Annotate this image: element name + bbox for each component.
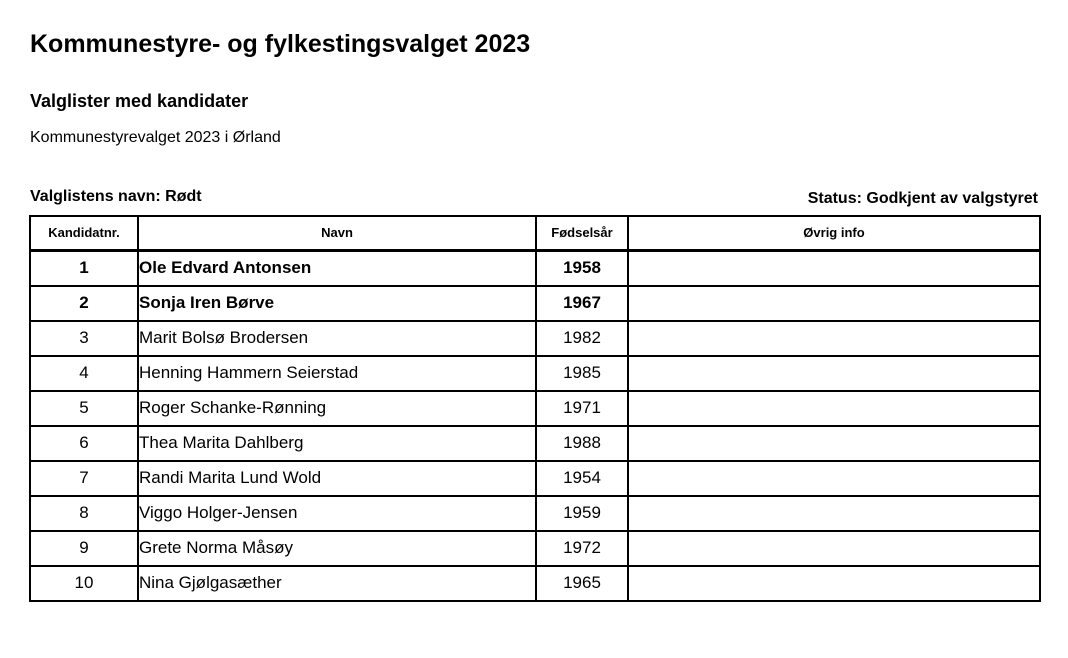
candidate-name: Randi Marita Lund Wold <box>138 461 536 496</box>
candidate-number: 5 <box>30 391 138 426</box>
candidate-name: Marit Bolsø Brodersen <box>138 321 536 356</box>
list-status: Status: Godkjent av valgstyret <box>807 190 1038 207</box>
candidate-birth-year: 1954 <box>536 461 628 496</box>
candidate-number: 7 <box>30 461 138 496</box>
table-row <box>30 461 1040 496</box>
table-row <box>30 286 1040 321</box>
header-name: Navn <box>138 216 536 250</box>
header-other-info: Øvrig info <box>628 216 1040 250</box>
candidate-number: 4 <box>30 356 138 391</box>
candidate-birth-year: 1985 <box>536 356 628 391</box>
candidate-number: 8 <box>30 496 138 531</box>
candidate-other-info <box>628 321 1040 356</box>
candidate-name: Viggo Holger-Jensen <box>138 496 536 531</box>
candidate-other-info <box>628 250 1040 286</box>
table-row <box>30 391 1040 426</box>
candidate-number: 9 <box>30 531 138 566</box>
candidate-name: Nina Gjølgasæther <box>138 566 536 601</box>
list-name: Valglistens navn: Rødt <box>30 188 202 205</box>
candidate-name: Thea Marita Dahlberg <box>138 426 536 461</box>
candidate-name: Sonja Iren Børve <box>138 286 536 321</box>
document-subtitle: Valglister med kandidater <box>30 91 249 111</box>
candidate-other-info <box>628 356 1040 391</box>
candidate-birth-year: 1959 <box>536 496 628 531</box>
candidate-birth-year: 1958 <box>536 250 628 286</box>
table-row <box>30 566 1040 601</box>
candidate-number: 3 <box>30 321 138 356</box>
candidate-birth-year: 1965 <box>536 566 628 601</box>
table-row <box>30 531 1040 566</box>
candidate-name: Ole Edvard Antonsen <box>138 250 536 286</box>
candidate-number: 2 <box>30 286 138 321</box>
candidate-name: Roger Schanke-Rønning <box>138 391 536 426</box>
candidate-name: Henning Hammern Seierstad <box>138 356 536 391</box>
candidate-number: 10 <box>30 566 138 601</box>
document-title: Kommunestyre- og fylkestingsvalget 2023 <box>30 30 531 58</box>
candidate-number: 1 <box>30 250 138 286</box>
candidate-birth-year: 1988 <box>536 426 628 461</box>
candidate-other-info <box>628 566 1040 601</box>
candidate-birth-year: 1967 <box>536 286 628 321</box>
candidate-other-info <box>628 496 1040 531</box>
candidate-birth-year: 1971 <box>536 391 628 426</box>
candidate-other-info <box>628 531 1040 566</box>
candidate-table <box>29 215 1041 602</box>
candidate-other-info <box>628 286 1040 321</box>
table-row <box>30 321 1040 356</box>
candidate-birth-year: 1982 <box>536 321 628 356</box>
table-row <box>30 426 1040 461</box>
candidate-name: Grete Norma Måsøy <box>138 531 536 566</box>
candidate-birth-year: 1972 <box>536 531 628 566</box>
table-row <box>30 250 1040 286</box>
table-row <box>30 496 1040 531</box>
candidate-other-info <box>628 391 1040 426</box>
table-row <box>30 356 1040 391</box>
election-name: Kommunestyrevalget 2023 i Ørland <box>30 129 281 146</box>
candidate-other-info <box>628 426 1040 461</box>
table-header-row <box>30 216 1040 250</box>
header-candidate-number: Kandidatnr. <box>30 216 138 250</box>
candidate-number: 6 <box>30 426 138 461</box>
header-birth-year: Fødselsår <box>536 216 628 250</box>
candidate-other-info <box>628 461 1040 496</box>
